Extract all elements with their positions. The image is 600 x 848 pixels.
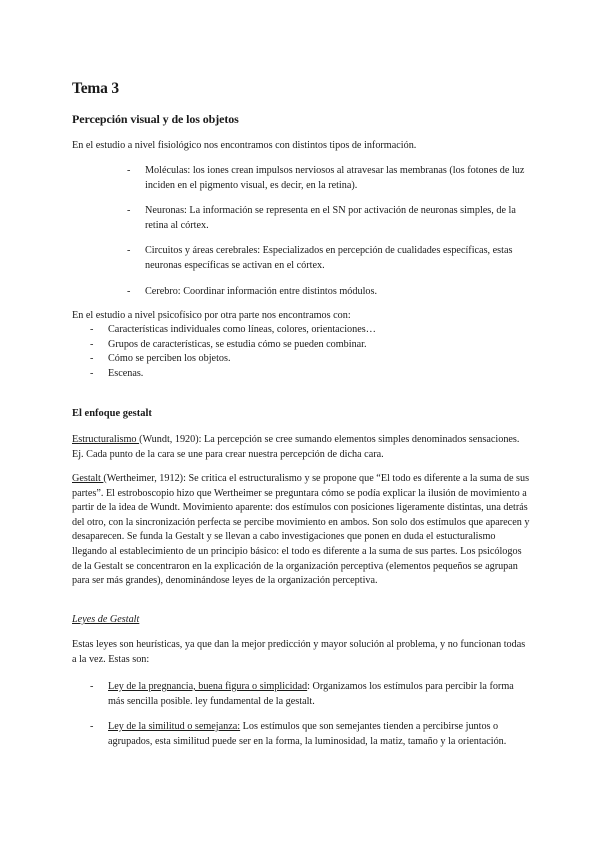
bullet-dash: - bbox=[90, 353, 94, 365]
gestalt-paragraph bbox=[72, 472, 530, 589]
gestalt-term: Gestalt bbox=[72, 473, 104, 484]
bullet-dash: - bbox=[127, 165, 131, 176]
list-item bbox=[90, 352, 528, 367]
psychophysical-list bbox=[90, 323, 528, 381]
laws-heading: Leyes de Gestalt bbox=[72, 614, 140, 625]
list-item bbox=[90, 680, 528, 709]
physiological-list bbox=[127, 164, 530, 299]
law-text: : Organizamos los estímulos para percibir la forma más sencilla posible. ley fundamental de la gestalt. bbox=[108, 681, 514, 707]
list-item-text: Cerebro: Coordinar información entre distintos módulos. bbox=[145, 285, 378, 297]
bullet-dash: - bbox=[90, 367, 94, 379]
intro-paragraph: En el estudio a nivel fisiológico nos encontramos con distintos tipos de información. bbox=[72, 140, 417, 151]
bullet-dash: - bbox=[127, 245, 131, 257]
page-title: Tema 3 bbox=[72, 80, 119, 97]
law-name: Ley de la pregnancia, buena figura o simplicidad bbox=[108, 681, 308, 692]
estructuralismo-text: (Wundt, 1920): La percepción se cree sumando elementos simples denominados sensaciones. Ej. Cada punto de la cara se une para crear nuestra percepción de dicha cara. bbox=[72, 434, 520, 460]
list-item bbox=[90, 367, 528, 382]
estructuralismo-term: Estructuralismo bbox=[72, 434, 140, 445]
bullet-dash: - bbox=[90, 681, 94, 692]
list-item bbox=[127, 164, 530, 193]
laws-intro: Estas leyes son heurísticas, ya que dan la mejor predicción y mayor solución al problema, y no funcionan todas a la vez. Estas son: bbox=[72, 639, 526, 665]
list-item-text: Grupos de características, se estudia cómo se pueden combinar. bbox=[108, 338, 367, 350]
law-text: Los estímulos que son semejantes tienden a percibirse juntos o agrupados, esta similitud puede ser en la forma, la luminosidad, la matiz, tamaño y la orientación. bbox=[108, 721, 507, 747]
list-item bbox=[127, 285, 530, 300]
list-item bbox=[90, 338, 528, 353]
section-title: El enfoque gestalt bbox=[72, 408, 152, 419]
list-item-text: Características individuales como líneas, colores, orientaciones… bbox=[108, 324, 376, 335]
bullet-dash: - bbox=[90, 721, 94, 733]
list-item bbox=[127, 244, 530, 273]
estructuralismo-paragraph bbox=[72, 433, 532, 462]
list-item bbox=[90, 720, 528, 749]
list-item-text: Cómo se perciben los objetos. bbox=[108, 353, 231, 365]
list-item-text: Moléculas: los iones crean impulsos nerviosos al atravesar las membranas (los fotones de luz inciden en el pigmento visual, es decir, en la retina). bbox=[145, 165, 525, 191]
page-subtitle: Percepción visual y de los objetos bbox=[72, 112, 239, 126]
list-item-text: Circuitos y áreas cerebrales: Especializados en percepción de cualidades específicas, estas neuronas específicas se activan en el córtex. bbox=[145, 245, 513, 271]
bullet-dash: - bbox=[127, 285, 131, 297]
laws-list bbox=[90, 680, 528, 749]
list-item-text: Neuronas: La información se representa en el SN por activación de neuronas simples, de la retina al córtex. bbox=[145, 205, 516, 231]
psychophysical-intro: En el estudio a nivel psicofísico por otra parte nos encontramos con: bbox=[72, 310, 351, 321]
bullet-dash: - bbox=[127, 205, 131, 217]
list-item bbox=[90, 323, 528, 338]
gestalt-text: (Wertheimer, 1912): Se critica el estructuralismo y se propone que “El todo es diferente a la suma de sus partes”. El estroboscopio hizo que Wertheimer se preguntara cómo se podía explicar la ilusión de movimiento a partir de la idea de Wundt. Movimiento aparente: dos estímulos con posiciones ligeramente distintas, una detrás del otro, con la sincronización perfecta se percibe movimiento en ambos. Son solo dos estímulos que aparecen y desaparecen. Se funda la Gestalt y se llevan a cabo investigaciones que ponen en duda el estucturalismo llegando al establecimiento de un principio básico: el todo es diferente a la suma de sus partes. Los psicólogos de la Gestalt se concentraron en la explicación de la organización perceptiva (elementos pequeños se agrupan para ser más grandes), denominándose leyes de la organización perceptiva. bbox=[72, 473, 530, 587]
list-item-text: Escenas. bbox=[108, 367, 144, 379]
bullet-dash: - bbox=[90, 338, 94, 350]
law-name: Ley de la similitud o semejanza: bbox=[108, 721, 241, 733]
bullet-dash: - bbox=[90, 324, 94, 335]
list-item bbox=[127, 204, 530, 233]
